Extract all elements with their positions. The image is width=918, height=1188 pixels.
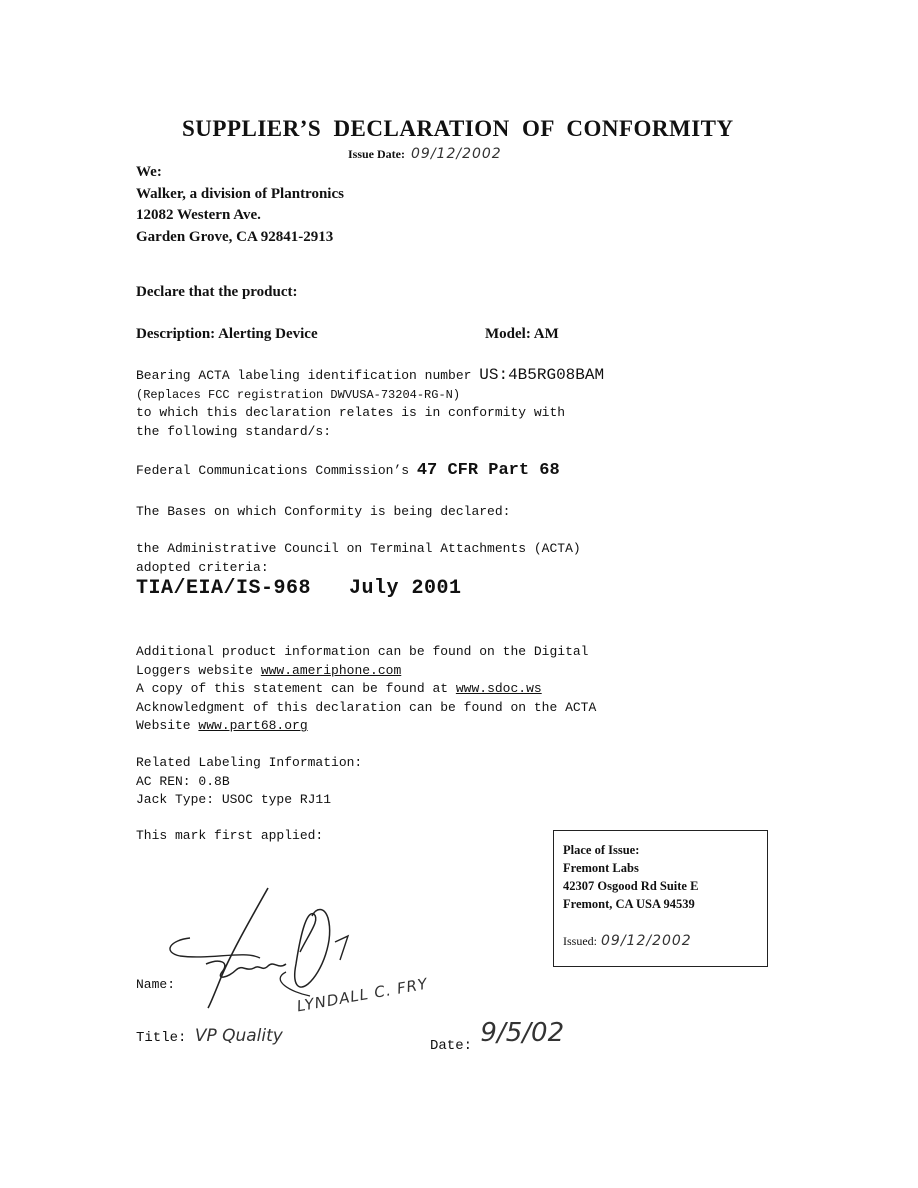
product-description: Description: Alerting Device xyxy=(136,326,318,342)
additional-line2: Loggers website xyxy=(136,662,261,678)
title-handwritten: VP Quality xyxy=(194,1026,283,1046)
bearing-line4: the following standard/s: xyxy=(136,423,332,439)
additional-line4: Acknowledgment of this declaration can be found on the ACTA xyxy=(136,699,597,715)
issue-date xyxy=(348,146,502,162)
bearing-line3: to which this declaration relates is in conformity with xyxy=(136,405,566,421)
date-handwritten: 9/5/02 xyxy=(480,1018,565,1048)
additional-line1: Additional product information can be found on the Digital xyxy=(136,644,589,659)
name-label: Name: xyxy=(136,977,176,992)
supplier-name: Walker, a division of Plantronics xyxy=(136,186,344,202)
bearing-line1: Bearing ACTA labeling identification number xyxy=(136,368,480,383)
bearing-line2: (Replaces FCC registration DWVUSA-73204-RG-N) xyxy=(136,387,461,402)
issued-label: Issued: xyxy=(563,934,597,948)
date-line xyxy=(430,1018,565,1056)
place-of-issue-box xyxy=(553,830,768,967)
standard-name: 47 CFR Part 68 xyxy=(416,461,560,480)
labeling-heading: Related Labeling Information: xyxy=(136,755,363,770)
additional-line5: Website xyxy=(136,718,199,734)
additional-block xyxy=(136,643,596,736)
issued-date-handwritten: 09/12/2002 xyxy=(601,933,692,949)
additional-line3: A copy of this statement can be found at xyxy=(136,681,456,697)
issued-line xyxy=(563,933,767,949)
issue-date-handwritten: 09/12/2002 xyxy=(411,146,502,162)
standard-prefix: Federal Communications Commission’s xyxy=(136,463,417,478)
bases-text: The Bases on which Conformity is being declared: xyxy=(136,504,511,519)
acta-line1: the Administrative Council on Terminal Attachments (ACTA) xyxy=(136,541,581,556)
part68-link[interactable]: www.part68.org xyxy=(198,718,308,734)
supplier-city: Garden Grove, CA 92841-2913 xyxy=(136,229,334,245)
place-heading: Place of Issue: xyxy=(563,843,640,857)
acta-line2: adopted criteria: xyxy=(136,559,269,575)
acta-id-number: US:4B5RG08BAM xyxy=(479,366,605,384)
declare-text: Declare that the product: xyxy=(136,284,298,300)
place-name: Fremont Labs xyxy=(563,861,639,875)
labeling-block xyxy=(136,754,362,810)
title-line xyxy=(136,1026,283,1046)
date-label: Date: xyxy=(430,1038,473,1054)
product-model: Model: AM xyxy=(485,326,559,342)
acta-criteria-date: July 2001 xyxy=(349,577,462,601)
place-city: Fremont, CA USA 94539 xyxy=(563,897,695,911)
acta-criteria: TIA/EIA/IS-968 xyxy=(136,577,312,601)
document-title: SUPPLIER’S DECLARATION OF CONFORMITY xyxy=(182,116,734,141)
bearing-block xyxy=(136,366,604,441)
standard-line xyxy=(136,462,560,481)
title-label: Title: xyxy=(136,1030,187,1046)
supplier-street: 12082 Western Ave. xyxy=(136,207,261,223)
issue-date-label: Issue Date: xyxy=(348,147,405,161)
we-label: We: xyxy=(136,164,162,180)
ameriphone-link[interactable]: www.ameriphone.com xyxy=(260,662,402,678)
labeling-ren: AC REN: 0.8B xyxy=(136,773,230,789)
sdoc-link[interactable]: www.sdoc.ws xyxy=(455,681,542,697)
printed-name-handwritten: LYNDALL C. FRY xyxy=(295,974,430,1016)
acta-block xyxy=(136,540,581,601)
labeling-jack: Jack Type: USOC type RJ11 xyxy=(136,792,332,808)
mark-applied-text: This mark first applied: xyxy=(136,828,324,843)
place-street: 42307 Osgood Rd Suite E xyxy=(563,879,699,893)
